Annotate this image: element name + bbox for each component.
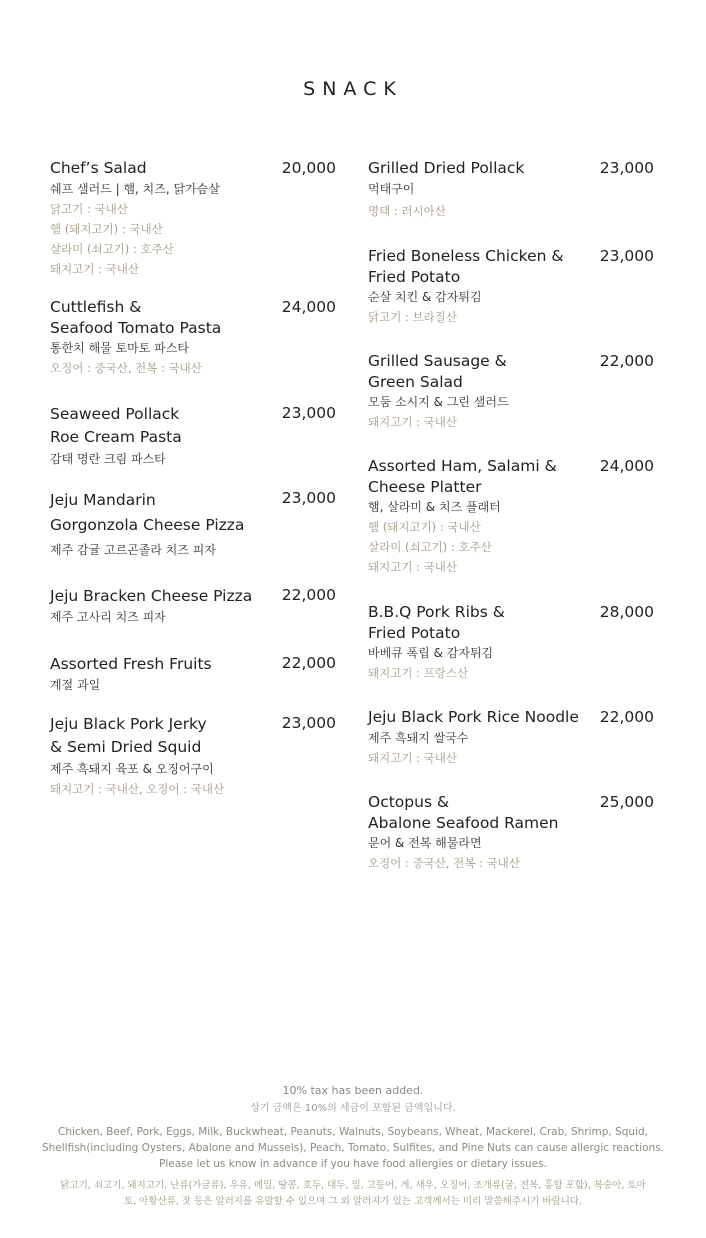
item-korean-name: 계절 과일 xyxy=(50,678,101,692)
item-origin: 돼지고기 : 국내산 xyxy=(368,750,457,765)
allergy-notice-ko: 닭고기, 쇠고기, 돼지고기, 난류(가금류), 우유, 메밀, 땅콩, 호두, 대두, 밀, 고등어, 게, 새우, 오징어, 조개류(굴, 전복, 홍합 포함), 복숭아, 토마토, 아황산류, 잣 등은 알러지를 유발할 수 있으며 그 외 알러지가 있는 고객께서는 미리 말씀해주시기 바랍니다. xyxy=(60,1180,646,1207)
item-origin: 돼지고기 : 국내산 xyxy=(368,560,457,574)
item-price: 23,000 xyxy=(281,714,336,732)
item-origin: 돼지고기 : 국내산, 오징어 : 국내산 xyxy=(50,782,225,796)
item-korean-name: 통한치 해물 토마토 파스타 xyxy=(50,341,189,355)
item-korean-name: 모둠 소시지 & 그린 샐러드 xyxy=(368,395,509,409)
menu-item xyxy=(368,351,654,456)
item-name: Jeju Black Pork Rice Noodle xyxy=(368,708,579,726)
menu-item xyxy=(50,488,336,585)
item-price: 23,000 xyxy=(281,489,336,507)
item-name: Seaweed Pollack Roe Cream Pasta xyxy=(50,405,182,446)
item-price: 23,000 xyxy=(599,159,654,177)
item-korean-name: 먹태구이 xyxy=(368,181,415,196)
item-price: 23,000 xyxy=(599,247,654,265)
menu-item xyxy=(50,297,336,403)
item-origin: 돼지고기 : 국내산 xyxy=(50,261,139,276)
item-korean-name: 문어 & 전복 해물라면 xyxy=(368,836,482,850)
item-name: Cuttlefish & Seafood Tomato Pasta xyxy=(50,298,222,337)
item-korean-name: 제주 고사리 치즈 피자 xyxy=(50,610,166,624)
item-origin: 햄 (돼지고기) : 국내산 xyxy=(50,221,163,236)
item-price: 28,000 xyxy=(599,603,654,621)
item-price: 22,000 xyxy=(281,586,336,604)
item-origin: 살라미 (쇠고기) : 호주산 xyxy=(50,241,174,256)
item-name: Octopus & Abalone Seafood Ramen xyxy=(368,793,559,832)
menu-item xyxy=(50,713,336,799)
item-origin: 명태 : 러시아산 xyxy=(368,203,446,218)
item-price: 24,000 xyxy=(599,457,654,475)
item-price: 24,000 xyxy=(281,298,336,316)
item-price: 20,000 xyxy=(281,159,336,177)
item-name: B.B.Q Pork Ribs & Fried Potato xyxy=(368,603,505,642)
menu-item xyxy=(50,158,336,297)
menu-section-title: SNACK xyxy=(303,78,403,100)
menu-item xyxy=(368,707,654,792)
item-name: Jeju Bracken Cheese Pizza xyxy=(50,587,253,605)
item-name: Assorted Fresh Fruits xyxy=(50,655,212,673)
item-origin: 오징어 : 중국산, 전복 : 국내산 xyxy=(368,856,520,870)
allergy-notice-en: Chicken, Beef, Pork, Eggs, Milk, Buckwheat, Peanuts, Walnuts, Soybeans, Wheat, Mackerel, Crab, Shrimp, Squid, Shellfish(including Oysters, Abalone and Mussels), Peach, Tomato, Sulfites, and Pine Nuts can cause allergic reactions. Please let us know in advance if you have food allergies or dietary issues. xyxy=(41,1126,665,1170)
item-korean-name: 바베큐 폭립 & 감자튀김 xyxy=(368,646,494,660)
item-origin: 닭고기 : 국내산 xyxy=(50,201,128,216)
tax-notice-ko: 상기 금액은 10%의 세금이 포함된 금액입니다. xyxy=(250,1103,456,1114)
menu-column-right xyxy=(368,158,654,873)
menu-item xyxy=(50,403,336,488)
menu-item xyxy=(368,602,654,707)
item-name: Jeju Mandarin Gorgonzola Cheese Pizza xyxy=(50,491,245,534)
tax-notice-en: 10% tax has been added. xyxy=(282,1084,424,1097)
item-price: 22,000 xyxy=(599,708,654,726)
item-name: Chef’s Salad xyxy=(50,159,147,177)
menu-column-left xyxy=(50,158,336,799)
menu-item xyxy=(368,792,654,873)
menu-item xyxy=(50,585,336,653)
item-korean-name: 감태 명란 크림 파스타 xyxy=(50,452,166,466)
item-name: Fried Boneless Chicken & Fried Potato xyxy=(368,247,564,286)
item-korean-name: 제주 흑돼지 육포 & 오징어구이 xyxy=(50,762,214,776)
item-price: 22,000 xyxy=(599,352,654,370)
menu-item xyxy=(368,246,654,351)
item-origin: 살라미 (쇠고기) : 호주산 xyxy=(368,540,492,554)
item-korean-name: 쉐프 샐러드 | 햄, 치즈, 닭가슴살 xyxy=(50,181,220,196)
item-origin: 돼지고기 : 프랑스산 xyxy=(368,666,469,680)
item-origin: 오징어 : 중국산, 전복 : 국내산 xyxy=(50,361,202,375)
item-korean-name: 제주 흑돼지 쌀국수 xyxy=(368,730,469,745)
item-korean-name: 햄, 살라미 & 치즈 플래터 xyxy=(368,500,501,514)
item-origin: 닭고기 : 브라질산 xyxy=(368,310,457,324)
menu-item xyxy=(368,456,654,602)
item-name: Jeju Black Pork Jerky & Semi Dried Squid xyxy=(50,715,207,756)
item-name: Grilled Dried Pollack xyxy=(368,159,525,177)
item-korean-name: 순살 치킨 & 감자튀김 xyxy=(368,290,482,304)
item-price: 25,000 xyxy=(599,793,654,811)
item-price: 22,000 xyxy=(281,654,336,672)
menu-item xyxy=(368,158,654,246)
item-origin: 돼지고기 : 국내산 xyxy=(368,415,457,429)
item-name: Assorted Ham, Salami & Cheese Platter xyxy=(368,457,557,496)
item-origin: 햄 (돼지고기) : 국내산 xyxy=(368,520,481,534)
menu-item xyxy=(50,653,336,713)
item-korean-name: 제주 감귤 고르곤졸라 치즈 피자 xyxy=(50,543,216,557)
item-name: Grilled Sausage & Green Salad xyxy=(368,352,507,391)
item-price: 23,000 xyxy=(281,404,336,422)
